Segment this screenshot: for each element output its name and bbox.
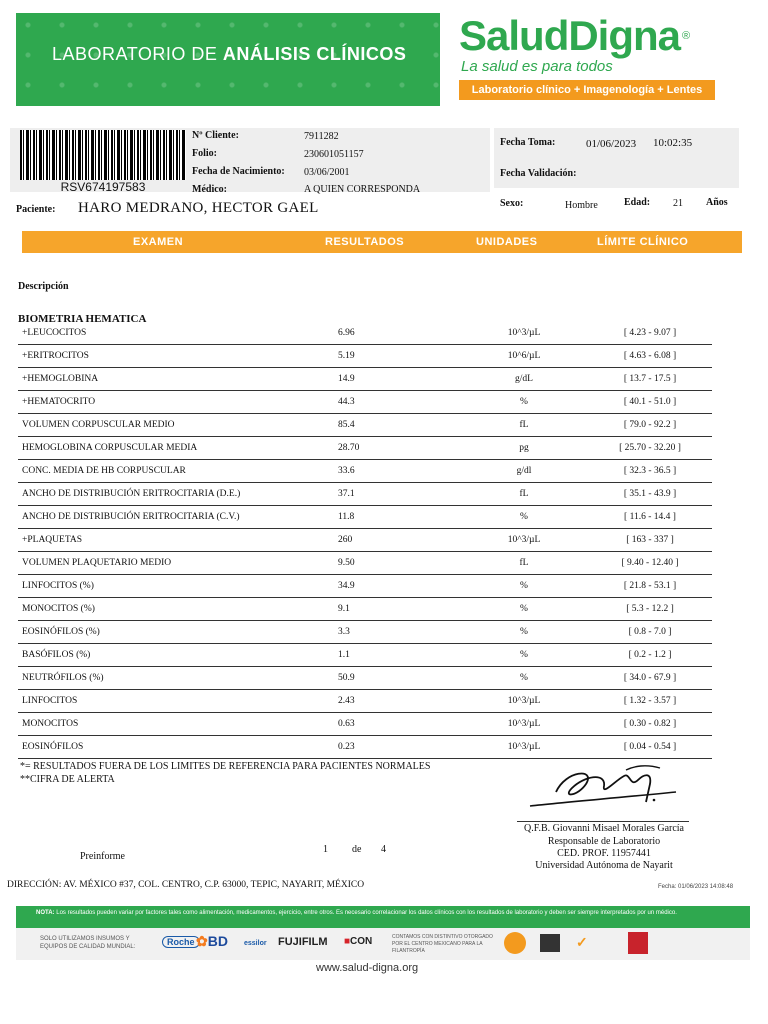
exam-name: +ERITROCITOS <box>22 351 89 361</box>
exam-name: BASÓFILOS (%) <box>22 650 91 660</box>
fecha-toma-label: Fecha Toma: <box>500 137 556 148</box>
unit-value: % <box>520 397 528 407</box>
fecha-validacion-label: Fecha Validación: <box>500 168 577 179</box>
header-resultados: RESULTADOS <box>325 236 405 248</box>
essilor-logo: essilor <box>244 940 267 947</box>
result-value: 6.96 <box>338 328 355 338</box>
reference-range: [ 0.2 - 1.2 ] <box>628 650 672 660</box>
exam-name: MONOCITOS <box>22 719 79 729</box>
exam-name: LINFOCITOS <box>22 696 78 706</box>
unit-value: fL <box>519 558 529 568</box>
result-value: 260 <box>338 535 353 545</box>
result-value: 33.6 <box>338 466 355 476</box>
reference-range: [ 1.32 - 3.57 ] <box>623 696 677 706</box>
table-row <box>18 575 712 598</box>
note-fuera-limites: *= RESULTADOS FUERA DE LOS LIMITES DE REFERENCIA PARA PACIENTES NORMALES <box>20 761 431 772</box>
reference-range: [ 79.0 - 92.2 ] <box>623 420 677 430</box>
unit-value: 10^3/µL <box>507 719 541 729</box>
exam-name: CONC. MEDIA DE HB CORPUSCULAR <box>22 466 186 476</box>
result-value: 34.9 <box>338 581 355 591</box>
reference-range: [ 32.3 - 36.5 ] <box>623 466 677 476</box>
reference-range: [ 4.63 - 6.08 ] <box>623 351 677 361</box>
exam-name: EOSINÓFILOS (%) <box>22 627 100 637</box>
address: DIRECCIÓN: AV. MÉXICO #37, COL. CENTRO, C.P. 63000, TEPIC, NAYARIT, MÉXICO <box>7 880 365 890</box>
lab-title: LABORATORIO DE ANÁLISIS CLÍNICOS <box>52 44 407 64</box>
unit-value: 10^3/µL <box>507 535 541 545</box>
result-value: 0.23 <box>338 742 355 752</box>
unit-value: g/dL <box>515 374 533 384</box>
distintivo-text: CONTAMOS CON DISTINTIVO OTORGADO POR EL CENTRO MEXICANO PARA LA FILANTROPÍA <box>392 934 493 954</box>
disclaimer-bar: NOTA: Los resultados pueden variar por factores tales como alimentación, medicamentos, ejercicio, entre otros. Es necesario correlacionar los datos clínicos con los resultados de laboratorio y deben ser siempre interpretados por un médico. <box>16 906 750 928</box>
table-row <box>18 690 712 713</box>
page-of: de <box>352 844 362 855</box>
folio-value: 230601051157 <box>304 149 364 160</box>
reference-range: [ 40.1 - 51.0 ] <box>623 397 677 407</box>
result-value: 0.63 <box>338 719 355 729</box>
result-value: 3.3 <box>338 627 350 637</box>
table-row <box>18 621 712 644</box>
con-logo: ■CON <box>344 936 373 947</box>
brand-slogan: La salud es para todos <box>461 58 613 75</box>
nacimiento-label: Fecha de Nacimiento: <box>192 166 285 177</box>
sexo-label: Sexo: <box>500 198 524 209</box>
unit-value: % <box>520 673 528 683</box>
reference-range: [ 163 - 337 ] <box>626 535 674 545</box>
reference-range: [ 21.8 - 53.1 ] <box>623 581 677 591</box>
services-badge: Laboratorio clínico + Imagenología + Lentes <box>459 80 715 100</box>
edad-unit: Años <box>706 197 728 208</box>
result-value: 9.50 <box>338 558 355 568</box>
description-label: Descripción <box>18 281 69 292</box>
reference-range: [ 0.04 - 0.54 ] <box>623 742 677 752</box>
nacimiento-value: 03/06/2001 <box>304 167 350 178</box>
signature-image <box>526 762 686 814</box>
result-value: 9.1 <box>338 604 350 614</box>
paciente-name: HARO MEDRANO, HECTOR GAEL <box>78 200 319 216</box>
table-row <box>18 667 712 690</box>
reference-range: [ 25.70 - 32.20 ] <box>619 443 681 453</box>
table-row <box>18 414 712 437</box>
paciente-label: Paciente: <box>16 204 56 215</box>
roche-logo: Roche <box>162 936 200 948</box>
exam-name: ANCHO DE DISTRIBUCIÓN ERITROCITARIA (C.V.) <box>22 512 240 522</box>
result-value: 44.3 <box>338 397 355 407</box>
bd-logo: ✿BD <box>196 933 228 949</box>
table-row <box>18 506 712 529</box>
exam-name: HEMOGLOBINA CORPUSCULAR MEDIA <box>22 443 198 453</box>
result-value: 37.1 <box>338 489 355 499</box>
reference-range: [ 5.3 - 12.2 ] <box>626 604 674 614</box>
result-value: 28.70 <box>338 443 360 453</box>
reference-range: [ 9.40 - 12.40 ] <box>621 558 679 568</box>
unit-value: % <box>520 650 528 660</box>
reference-range: [ 0.30 - 0.82 ] <box>623 719 677 729</box>
table-row <box>18 391 712 414</box>
brand-logo: SaludDigna ® <box>459 12 690 59</box>
exam-name: +PLAQUETAS <box>22 535 83 545</box>
footer-url: www.salud-digna.org <box>316 962 419 974</box>
barcode <box>20 130 186 180</box>
unit-value: % <box>520 512 528 522</box>
result-value: 1.1 <box>338 650 350 660</box>
table-row <box>18 437 712 460</box>
signature-line <box>517 821 689 822</box>
table-row <box>18 345 712 368</box>
result-value: 5.19 <box>338 351 355 361</box>
reference-range: [ 13.7 - 17.5 ] <box>623 374 677 384</box>
unit-value: % <box>520 627 528 637</box>
unit-value: fL <box>519 489 529 499</box>
exam-name: VOLUMEN CORPUSCULAR MEDIO <box>22 420 175 430</box>
folio-label: Folio: <box>192 148 217 159</box>
exam-name: +LEUCOCITOS <box>22 328 87 338</box>
unit-value: % <box>520 604 528 614</box>
esr-logo <box>540 934 560 952</box>
unit-value: pg <box>519 443 529 453</box>
table-row <box>18 644 712 667</box>
page-total: 4 <box>381 844 386 855</box>
exam-name: MONOCITOS (%) <box>22 604 95 614</box>
result-value: 50.9 <box>338 673 355 683</box>
fecha-toma-value: 01/06/2023 <box>586 138 637 150</box>
result-value: 14.9 <box>338 374 355 384</box>
table-row <box>18 736 712 759</box>
header-unidades: UNIDADES <box>476 236 538 248</box>
table-row <box>18 483 712 506</box>
table-row <box>18 552 712 575</box>
red-logo <box>628 932 648 954</box>
exam-name: NEUTRÓFILOS (%) <box>22 673 104 683</box>
note-alerta: **CIFRA DE ALERTA <box>20 774 115 785</box>
unit-value: 10^6/µL <box>507 351 541 361</box>
signer-university: Universidad Autónoma de Nayarit <box>535 860 673 871</box>
unit-value: % <box>520 581 528 591</box>
cliente-value: 7911282 <box>304 131 339 142</box>
exam-name: +HEMATOCRITO <box>22 397 96 407</box>
insumos-text: SOLO UTILIZAMOS INSUMOS Y EQUIPOS DE CALIDAD MUNDIAL: <box>40 936 136 950</box>
medico-label: Médico: <box>192 184 227 195</box>
unit-value: 10^3/µL <box>507 328 541 338</box>
signer-role: Responsable de Laboratorio <box>547 836 661 847</box>
hora-toma-value: 10:02:35 <box>653 137 693 149</box>
header-limite: LÍMITE CLÍNICO <box>597 236 689 248</box>
unit-value: 10^3/µL <box>507 742 541 752</box>
exam-name: VOLUMEN PLAQUETARIO MEDIO <box>22 558 172 568</box>
cliente-label: Nº Cliente: <box>192 130 239 141</box>
reference-range: [ 0.8 - 7.0 ] <box>628 627 672 637</box>
table-row <box>18 368 712 391</box>
check-logo: ✓ <box>576 934 588 950</box>
unit-value: 10^3/µL <box>507 696 541 706</box>
cemefi-logo <box>504 932 526 954</box>
signer-cedula: CED. PROF. 11957441 <box>557 848 651 859</box>
exam-name: LINFOCITOS (%) <box>22 581 94 591</box>
unit-value: g/dl <box>516 466 532 476</box>
table-row <box>18 529 712 552</box>
edad-value: 21 <box>673 198 683 209</box>
page-current: 1 <box>323 844 328 855</box>
header-examen: EXAMEN <box>133 236 184 248</box>
results-table <box>18 322 712 759</box>
preinforme-label: Preinforme <box>80 851 125 862</box>
edad-label: Edad: <box>624 197 651 208</box>
medico-value: A QUIEN CORRESPONDA <box>304 184 421 195</box>
sexo-value: Hombre <box>565 200 598 211</box>
table-row <box>18 713 712 736</box>
table-row <box>18 322 712 345</box>
print-date: Fecha: 01/06/2023 14:08:48 <box>658 884 734 890</box>
table-row <box>18 460 712 483</box>
section-title: BIOMETRIA HEMATICA <box>18 313 147 325</box>
exam-name: ANCHO DE DISTRIBUCIÓN ERITROCITARIA (D.E.) <box>22 489 241 499</box>
result-value: 85.4 <box>338 420 355 430</box>
reference-range: [ 4.23 - 9.07 ] <box>623 328 677 338</box>
table-row <box>18 598 712 621</box>
unit-value: fL <box>519 420 529 430</box>
fujifilm-logo: FUJIFILM <box>278 936 328 948</box>
result-value: 11.8 <box>338 512 355 522</box>
reference-range: [ 34.0 - 67.9 ] <box>623 673 677 683</box>
exam-name: EOSINÓFILOS <box>22 742 84 752</box>
exam-name: +HEMOGLOBINA <box>22 374 99 384</box>
reference-range: [ 11.6 - 14.4 ] <box>624 512 676 522</box>
barcode-text: RSV674197583 <box>60 180 146 194</box>
result-value: 2.43 <box>338 696 355 706</box>
signer-name: Q.F.B. Giovanni Misael Morales García <box>524 823 684 834</box>
reference-range: [ 35.1 - 43.9 ] <box>623 489 677 499</box>
